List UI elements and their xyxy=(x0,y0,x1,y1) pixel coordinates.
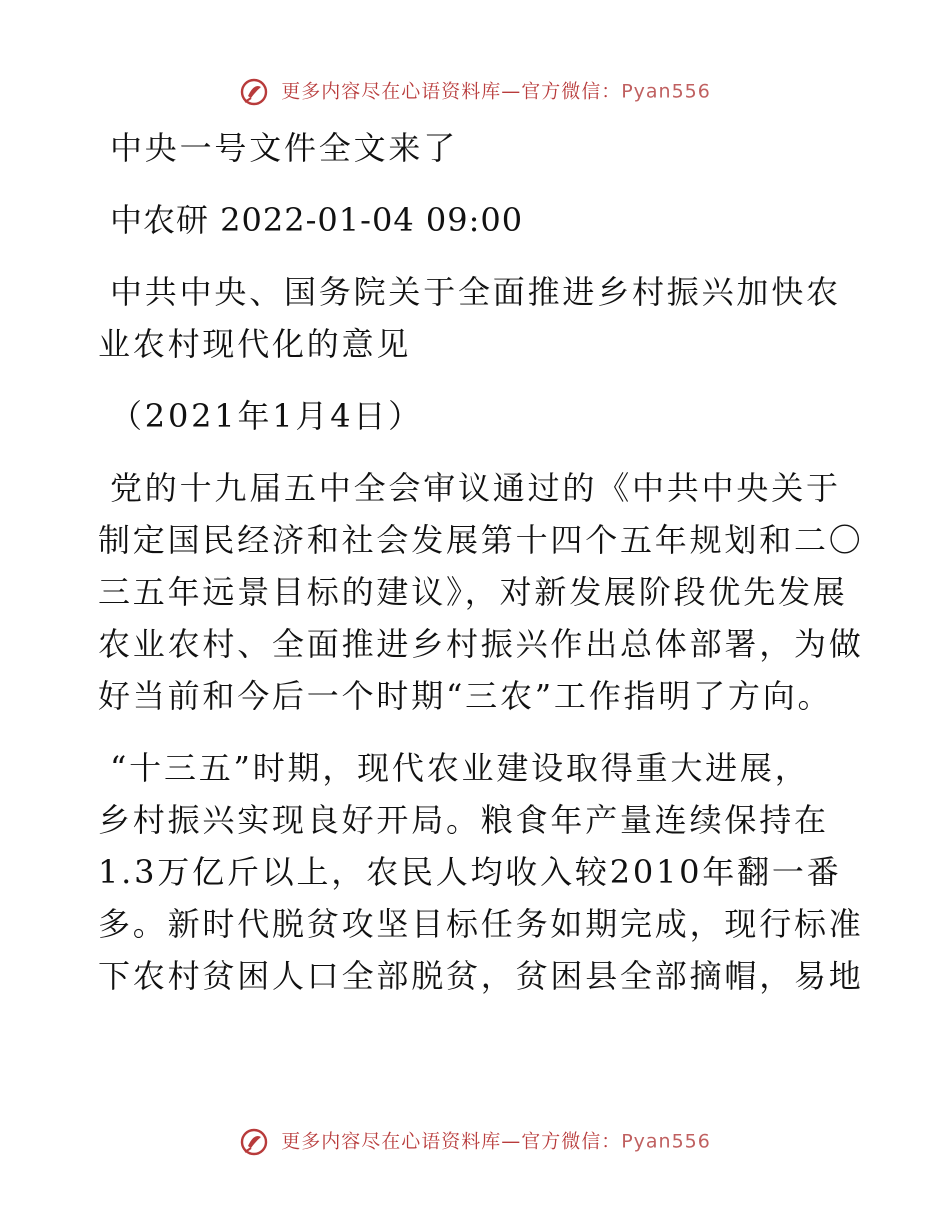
watermark-footer xyxy=(0,1126,950,1157)
paragraph-1-line-4: 农业农村、全面推进乡村振兴作出总体部署，为做 xyxy=(98,625,864,663)
document-body xyxy=(98,122,864,1002)
paragraph-1-line-1: 党的十九届五中全会审议通过的《中共中央关于 xyxy=(110,469,841,507)
paragraph-2-line-3: 1.3万亿斤以上，农民人均收入较2010年翻一番 xyxy=(98,853,842,891)
paragraph-2-line-5: 下农村贫困人口全部脱贫，贫困县全部摘帽，易地 xyxy=(98,957,864,995)
watermark-text: 更多内容尽在心语资料库—官方微信： xyxy=(281,80,622,103)
doc-title-line-2: 业农村现代化的意见 xyxy=(98,325,412,363)
headline: 中央一号文件全文来了 xyxy=(110,129,459,167)
paragraph-1-line-5: 好当前和今后一个时期“三农”工作指明了方向。 xyxy=(98,677,833,715)
watermark-header xyxy=(0,76,950,107)
paragraph-2-line-2: 乡村振兴实现良好开局。粮食年产量连续保持在 xyxy=(98,801,829,839)
paragraph-2-line-1: “十三五”时期，现代农业建设取得重大进展， xyxy=(110,749,810,787)
watermark-text: 更多内容尽在心语资料库—官方微信： xyxy=(281,1130,622,1153)
doc-date: （2021年1月4日） xyxy=(110,397,423,435)
paragraph-1-line-3: 三五年远景目标的建议》，对新发展阶段优先发展 xyxy=(98,573,848,611)
paragraph-2-line-4: 多。新时代脱贫攻坚目标任务如期完成，现行标准 xyxy=(98,905,864,943)
source-line: 中农研 2022-01-04 09:00 xyxy=(110,201,524,239)
doc-title-line-1: 中共中央、国务院关于全面推进乡村振兴加快农 xyxy=(110,273,841,311)
paragraph-1-line-2: 制定国民经济和社会发展第十四个五年规划和二〇 xyxy=(98,521,864,559)
logo-icon xyxy=(239,1127,269,1157)
logo-icon xyxy=(239,77,269,107)
watermark-account: Pyan556 xyxy=(621,80,711,103)
watermark-account: Pyan556 xyxy=(621,1130,711,1153)
